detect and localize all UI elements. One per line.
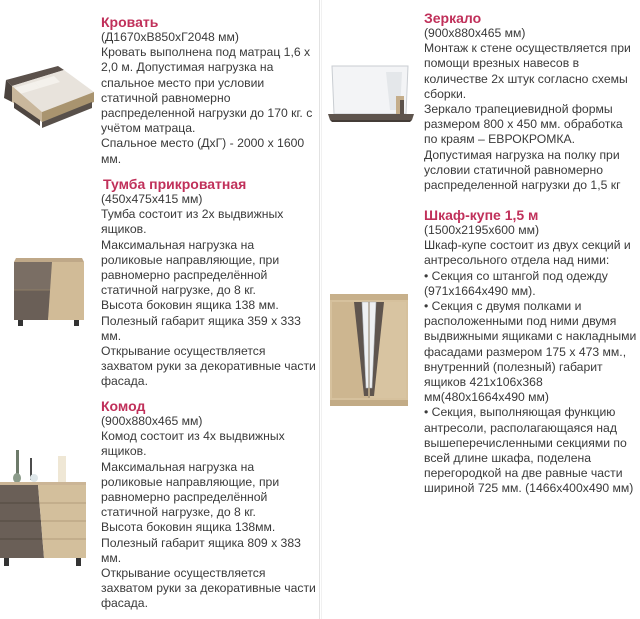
chest-of-drawers-line: Максимальная нагрузка на <box>101 459 255 474</box>
bedside-table-line: Полезный габарит ящика 359 х 333 <box>101 313 301 328</box>
mirror-line: размером 800 х 450 мм. обработка <box>424 117 623 132</box>
column-divider-shadow <box>321 0 322 619</box>
bedside-table-line: роликовые направляющие, при <box>101 252 280 267</box>
wardrobe-line: шириной 725 мм. (1466х400х490 мм) <box>424 481 634 496</box>
chest-of-drawers-line: Открывание осуществляется <box>101 566 266 581</box>
wardrobe-description <box>424 223 636 497</box>
bedside-table-line: фасада. <box>101 374 148 389</box>
bed-line: статичной равномерно <box>101 90 231 105</box>
chest-of-drawers-line: фасада. <box>101 596 148 611</box>
wardrobe-line: выдвижными ящиками с накладными <box>424 329 637 344</box>
wardrobe-line: • Секция со штангой под одежду <box>424 268 608 283</box>
bed-line: Спальное место (ДхГ) - 2000 х 1600 <box>101 136 305 151</box>
mirror-line: (900х880х465 мм) <box>424 26 526 40</box>
chest-of-drawers-line: (900х880х465 мм) <box>101 414 203 428</box>
mirror-line: по краям – ЕВРОКРОМКА. <box>424 132 575 147</box>
chest-of-drawers-line: Высота боковин ящика 138мм. <box>101 520 276 535</box>
bedside-table-title: Тумба прикроватная <box>103 176 247 192</box>
wardrobe-line: (971х1664х490 мм). <box>424 283 536 298</box>
wardrobe-line: антресольного отдела над ними: <box>424 253 610 268</box>
chest-of-drawers-line: мм. <box>101 550 122 565</box>
chest-of-drawers-line: равномерно распределённой <box>101 490 268 505</box>
mirror-line: Зеркало трапециевидной формы <box>424 102 613 117</box>
bed-image <box>0 62 98 134</box>
wardrobe-line: внутренний (полезный) габарит <box>424 359 603 374</box>
bed-line: учётом матраца. <box>101 121 196 136</box>
bed-line: 2,0 м. Допустимая нагрузка на <box>101 60 274 75</box>
chest-of-drawers-line: Комод состоит из 4х выдвижных <box>101 429 285 444</box>
bedside-table-line: Открывание осуществляется <box>101 344 266 359</box>
chest-of-drawers-image <box>0 448 92 568</box>
wardrobe-line: фасадами размером 175 х 473 мм., <box>424 344 627 359</box>
mirror-description <box>424 26 631 193</box>
bed-line: спальное место при условии <box>101 75 265 90</box>
wardrobe-line: • Секция с двумя полками и <box>424 299 582 314</box>
wardrobe-line: перегородкой на две равные части <box>424 466 623 481</box>
chest-of-drawers-description <box>101 414 316 612</box>
wardrobe-line: ящиков 421х106х368 <box>424 375 543 390</box>
mirror-line: количестве 2х штук согласно схемы <box>424 71 628 86</box>
bedside-table-line: Высота боковин ящика 138 мм. <box>101 298 279 313</box>
bed-line: распределенной нагрузки до 170 кг. с <box>101 106 313 121</box>
mirror-line: помощи врезных навесов в <box>424 56 580 71</box>
wardrobe-line: мм(480х1664х490 мм) <box>424 390 549 405</box>
bedside-table-line: Максимальная нагрузка на <box>101 237 255 252</box>
bedside-table-description <box>101 192 316 390</box>
bed-title: Кровать <box>101 14 159 30</box>
wardrobe-line: • Секция, выполняющая функцию <box>424 405 616 420</box>
mirror-line: условии статичной равномерно <box>424 162 604 177</box>
bedside-table-line: захватом руки за декоративные части <box>101 359 316 374</box>
mirror-line: сборки. <box>424 86 467 101</box>
wardrobe-line: всей длине шкафа, поделена <box>424 451 592 466</box>
mirror-title: Зеркало <box>424 10 482 26</box>
wardrobe-image <box>328 292 410 408</box>
wardrobe-line: вышеперечисленными секциями по <box>424 435 627 450</box>
bedside-table-line: ящиков. <box>101 222 147 237</box>
chest-of-drawers-line: роликовые направляющие, при <box>101 474 280 489</box>
mirror-line: Монтаж к стене осуществляется при <box>424 41 631 56</box>
chest-of-drawers-line: статичной нагрузке, до 8 кг. <box>101 505 256 520</box>
bedside-table-line: равномерно распределённой <box>101 268 268 283</box>
wardrobe-line: антресоли, располагающаяся над <box>424 420 617 435</box>
bed-description <box>101 30 312 167</box>
bed-line: (Д1670хВ850хГ2048 мм) <box>101 30 239 44</box>
mirror-line: распределенной нагрузки до 1,5 кг <box>424 178 621 193</box>
chest-of-drawers-line: Полезный габарит ящика 809 х 383 <box>101 535 301 550</box>
chest-of-drawers-line: захватом руки за декоративные части <box>101 581 316 596</box>
mirror-line: Допустимая нагрузка на полку при <box>424 147 620 162</box>
wardrobe-line: (1500х2195х600 мм) <box>424 223 540 237</box>
bed-line: Кровать выполнена под матрац 1,6 х <box>101 45 311 60</box>
wardrobe-title: Шкаф-купе 1,5 м <box>424 207 539 223</box>
column-divider <box>319 0 320 619</box>
bed-line: мм. <box>101 151 122 166</box>
mirror-image <box>326 62 416 128</box>
bedside-table-line: мм. <box>101 328 122 343</box>
bedside-table-line: статичной нагрузке, до 8 кг. <box>101 283 256 298</box>
wardrobe-line: Шкаф-купе состоит из двух секций и <box>424 238 631 253</box>
bedside-table-line: Тумба состоит из 2х выдвижных <box>101 207 284 222</box>
chest-of-drawers-title: Комод <box>101 398 146 414</box>
bedside-table-image <box>12 252 86 328</box>
wardrobe-line: расположенными под ними двумя <box>424 314 617 329</box>
bedside-table-line: (450х475х415 мм) <box>101 192 203 206</box>
chest-of-drawers-line: ящиков. <box>101 444 147 459</box>
